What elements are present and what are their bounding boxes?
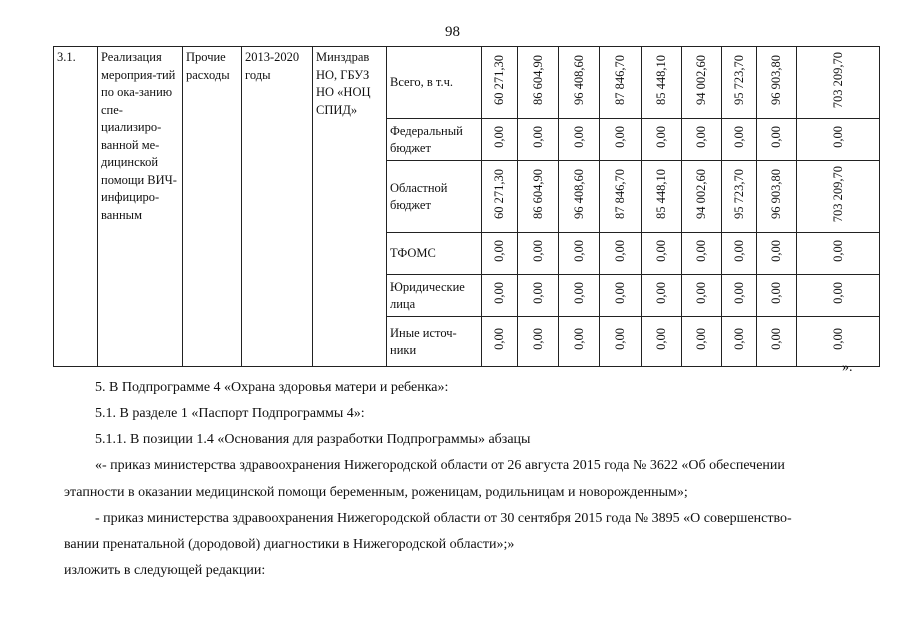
value-text: 87 846,70 [613, 168, 628, 219]
value-cell [757, 47, 797, 119]
value-cell [682, 119, 722, 161]
value-cell [600, 317, 642, 367]
value-cell [682, 275, 722, 317]
value-text: 60 271,30 [492, 168, 507, 219]
value-cell [518, 233, 559, 275]
value-cell [642, 47, 682, 119]
value-text: 96 903,80 [769, 168, 784, 219]
value-cell [757, 233, 797, 275]
paragraph-1: 5. В Подпрограмме 4 «Охрана здоровья матери и ребенка»: [95, 380, 449, 395]
paragraph-5: - приказ министерства здравоохранения Нижегородской области от 30 сентября 2015 года № 3895 «О совершенство- [95, 511, 792, 526]
value-cell [518, 161, 559, 233]
value-cell [642, 317, 682, 367]
value-cell [642, 275, 682, 317]
value-cell [797, 275, 880, 317]
closing-quote: ». [842, 360, 853, 375]
value-text: 0,00 [769, 281, 784, 304]
value-text: 0,00 [694, 125, 709, 148]
value-cell [757, 119, 797, 161]
value-text: 0,00 [654, 125, 669, 148]
value-cell [559, 275, 600, 317]
value-cell [682, 161, 722, 233]
value-cell [642, 233, 682, 275]
value-text: 0,00 [530, 327, 545, 350]
value-cell [757, 275, 797, 317]
value-cell [559, 233, 600, 275]
row-number-cell: 3.1. [54, 47, 98, 367]
value-text: 96 903,80 [769, 54, 784, 105]
paragraph-2: 5.1. В разделе 1 «Паспорт Подпрограммы 4»: [95, 406, 365, 421]
expense-type-cell: Прочие расходы [183, 47, 242, 367]
value-cell [518, 119, 559, 161]
value-cell [797, 233, 880, 275]
value-cell [722, 47, 757, 119]
value-text: 95 723,70 [731, 54, 746, 105]
program-table [53, 46, 880, 367]
value-cell [482, 47, 518, 119]
value-cell [600, 233, 642, 275]
value-cell [482, 233, 518, 275]
executor-cell: Минздрав НО, ГБУЗ НО «НОЦ СПИД» [313, 47, 387, 367]
value-cell [722, 317, 757, 367]
value-cell [797, 119, 880, 161]
value-text: 0,00 [769, 327, 784, 350]
table-row [54, 47, 880, 119]
value-text: 85 448,10 [654, 168, 669, 219]
value-text: 0,00 [694, 239, 709, 262]
value-cell [757, 317, 797, 367]
value-text: 0,00 [731, 281, 746, 304]
paragraph-4-cont: этапности в оказании медицинской помощи беременным, роженицам, родильницам и новорожденным»; [64, 485, 688, 500]
value-text: 85 448,10 [654, 54, 669, 105]
value-text: 0,00 [571, 125, 586, 148]
value-cell [797, 47, 880, 119]
value-cell [722, 275, 757, 317]
value-text: 0,00 [613, 125, 628, 148]
funding-source-cell: Всего, в т.ч. [387, 47, 482, 119]
value-cell [757, 161, 797, 233]
value-text: 703 209,70 [830, 51, 845, 108]
value-cell [642, 161, 682, 233]
value-text: 703 209,70 [830, 165, 845, 222]
value-text: 0,00 [654, 327, 669, 350]
funding-source-cell: Областной бюджет [387, 161, 482, 233]
value-text: 0,00 [571, 327, 586, 350]
paragraph-4: «- приказ министерства здравоохранения Нижегородской области от 26 августа 2015 года № 3622 «Об обеспечении [95, 458, 785, 473]
value-text: 0,00 [492, 125, 507, 148]
value-text: 94 002,60 [694, 54, 709, 105]
value-text: 0,00 [492, 281, 507, 304]
value-text: 96 408,60 [571, 54, 586, 105]
period-cell: 2013-2020 годы [242, 47, 313, 367]
value-text: 0,00 [571, 281, 586, 304]
value-cell [559, 161, 600, 233]
value-cell [642, 119, 682, 161]
paragraph-3: 5.1.1. В позиции 1.4 «Основания для разработки Подпрограммы» абзацы [95, 432, 531, 447]
value-text: 0,00 [830, 239, 845, 262]
value-cell [600, 119, 642, 161]
value-cell [797, 161, 880, 233]
value-text: 0,00 [769, 239, 784, 262]
value-text: 0,00 [769, 125, 784, 148]
value-text: 86 604,90 [530, 54, 545, 105]
value-cell [518, 317, 559, 367]
value-cell [722, 233, 757, 275]
value-text: 96 408,60 [571, 168, 586, 219]
value-cell [600, 161, 642, 233]
value-text: 0,00 [530, 125, 545, 148]
event-name-cell: Реализация мероприя-тий по ока-занию спе-циализиро-ванной ме-дицинской помощи ВИЧ-инфициро-ванным [98, 47, 183, 367]
funding-source-cell: ТФОМС [387, 233, 482, 275]
value-cell [797, 317, 880, 367]
page-number: 98 [445, 24, 460, 40]
value-text: 0,00 [492, 239, 507, 262]
value-text: 0,00 [654, 239, 669, 262]
value-cell [518, 47, 559, 119]
value-cell [722, 119, 757, 161]
value-text: 0,00 [530, 281, 545, 304]
value-cell [482, 161, 518, 233]
value-text: 60 271,30 [492, 54, 507, 105]
value-cell [600, 47, 642, 119]
value-text: 95 723,70 [731, 168, 746, 219]
value-text: 86 604,90 [530, 168, 545, 219]
funding-source-cell: Федеральный бюджет [387, 119, 482, 161]
value-text: 0,00 [530, 239, 545, 262]
value-text: 0,00 [613, 281, 628, 304]
value-text: 0,00 [731, 239, 746, 262]
value-text: 94 002,60 [694, 168, 709, 219]
value-text: 0,00 [492, 327, 507, 350]
value-text: 0,00 [731, 125, 746, 148]
value-cell [482, 119, 518, 161]
value-cell [682, 233, 722, 275]
value-text: 87 846,70 [613, 54, 628, 105]
funding-source-cell: Иные источ-ники [387, 317, 482, 367]
value-cell [559, 119, 600, 161]
value-cell [600, 275, 642, 317]
value-text: 0,00 [830, 281, 845, 304]
value-cell [559, 47, 600, 119]
value-text: 0,00 [694, 281, 709, 304]
funding-source-cell: Юридические лица [387, 275, 482, 317]
paragraph-5-cont: вании пренатальной (дородовой) диагностики в Нижегородской области»;» [64, 537, 515, 552]
value-cell [559, 317, 600, 367]
value-cell [482, 275, 518, 317]
value-cell [722, 161, 757, 233]
value-text: 0,00 [654, 281, 669, 304]
value-text: 0,00 [694, 327, 709, 350]
value-cell [518, 275, 559, 317]
value-text: 0,00 [613, 327, 628, 350]
value-text: 0,00 [613, 239, 628, 262]
value-text: 0,00 [731, 327, 746, 350]
paragraph-6: изложить в следующей редакции: [64, 563, 266, 578]
value-cell [682, 47, 722, 119]
value-cell [682, 317, 722, 367]
value-cell [482, 317, 518, 367]
value-text: 0,00 [830, 327, 845, 350]
value-text: 0,00 [571, 239, 586, 262]
value-text: 0,00 [830, 125, 845, 148]
